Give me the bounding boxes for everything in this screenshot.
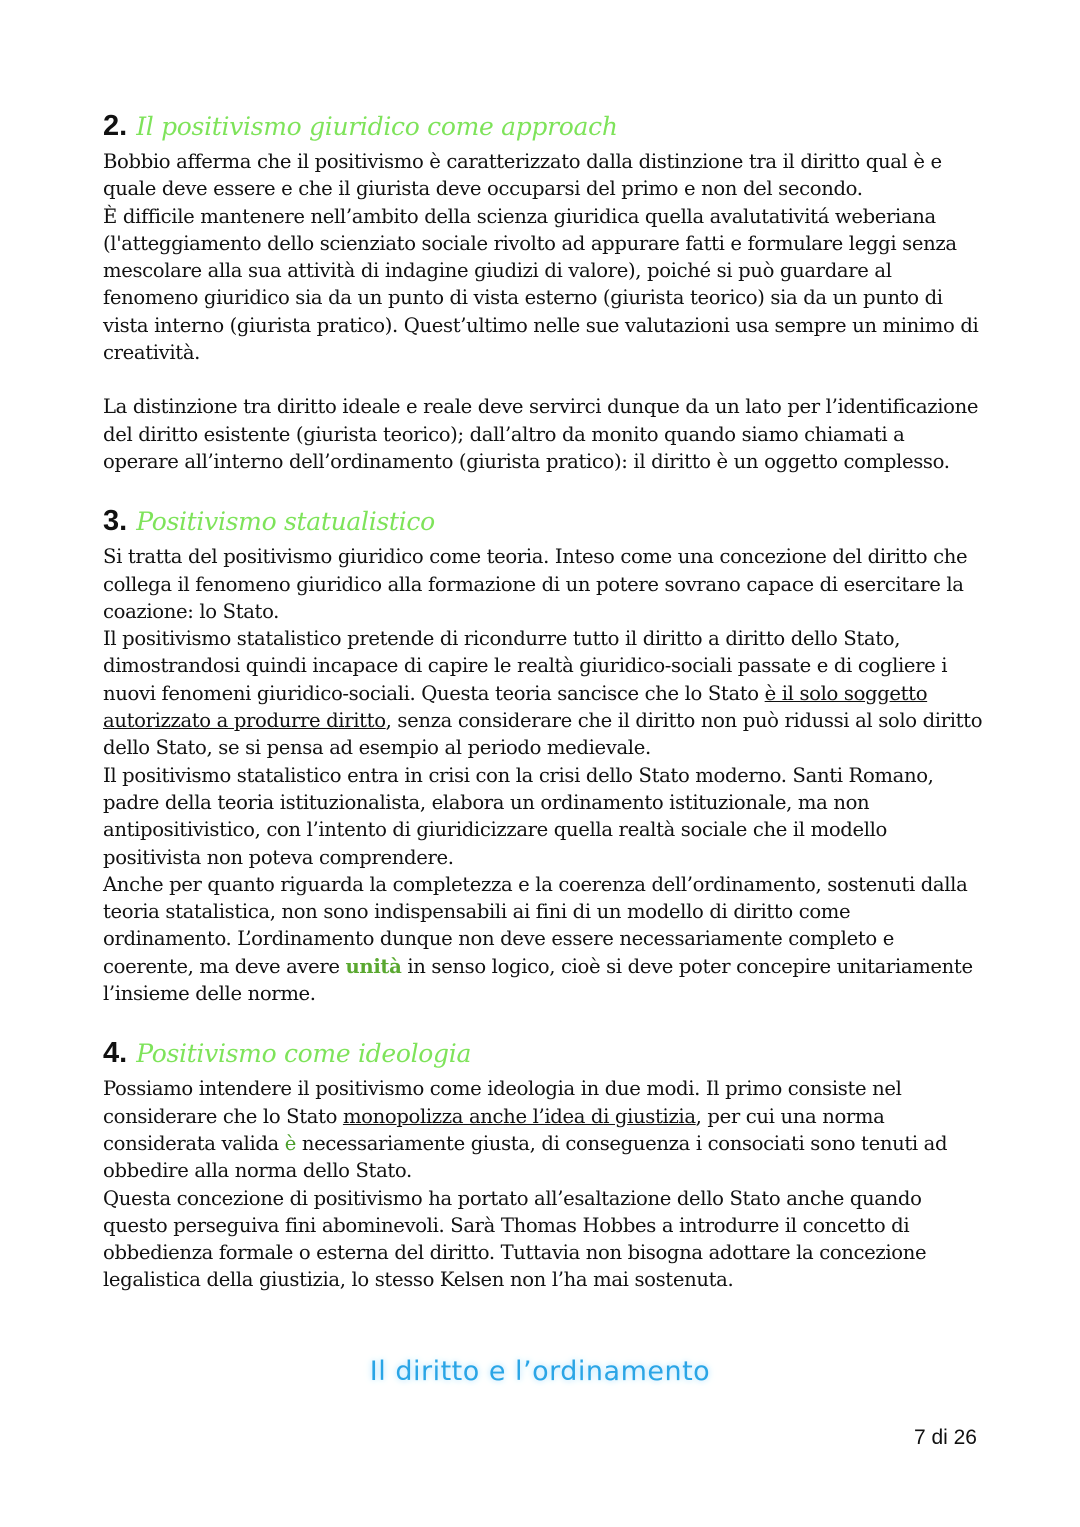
paragraph xyxy=(103,871,983,1007)
paragraph: Questa concezione di positivismo ha portato all’esaltazione dello Stato anche quando questo perseguiva fini abominevoli. Sarà Thomas Hobbes a introdurre il concetto di obbedienza formale o esterna del diritto. Tuttavia non bisogna adottare la concezione legalistica della giustizia, lo stesso Kelsen non l’ha mai sostenuta. xyxy=(103,1186,927,1292)
section-title: Il positivismo giuridico come approach xyxy=(136,112,618,141)
paragraph-text: , per cui una norma considerata valida xyxy=(103,1104,885,1155)
paragraph-text: Anche per quanto riguarda la completezza e la coerenza dell’ordinamento, sostenuti dalla teoria statalistica, non sono indispensabili ai fini di un modello di diritto come ordinamento. L’ordinamento dunque non deve essere necessariamente completo e coerente, ma deve avere xyxy=(103,872,968,978)
section-title: Positivismo statualistico xyxy=(136,507,435,537)
section-heading xyxy=(103,505,983,539)
underlined-text: è il solo soggetto autorizzato a produrre diritto xyxy=(103,681,928,733)
section-3 xyxy=(103,505,983,1007)
highlighted-term: unità xyxy=(345,954,402,978)
paragraph xyxy=(103,625,983,761)
paragraph xyxy=(103,1075,983,1184)
section-title: Positivismo come ideologia xyxy=(136,1039,472,1069)
section-number: 2. xyxy=(103,110,128,142)
page-number: 7 di 26 xyxy=(913,1426,977,1449)
paragraph-text: Il positivismo statalistico pretende di ricondurre tutto il diritto a diritto dello Stato, dimostrandosi quindi incapace di capire le realtà giuridico-sociali passate e di cogliere i nuovi fenomeni giuridico-sociali. Questa teoria sancisce che lo Stato xyxy=(103,627,948,705)
paragraph-text: Possiamo intendere il positivismo come ideologia in due modi. Il primo consiste nel considerare che lo Stato xyxy=(103,1077,902,1128)
section-heading xyxy=(103,110,983,144)
section-number: 4. xyxy=(103,1037,128,1070)
paragraph: Bobbio afferma che il positivismo è caratterizzato dalla distinzione tra il diritto qual è e quale deve essere e che il giurista deve occuparsi del primo e non del secondo. xyxy=(103,150,942,201)
paragraph-text: in senso logico, cioè si deve poter concepire unitariamente l’insieme delle norme. xyxy=(103,954,973,1006)
underlined-text: monopolizza anche l’idea di giustizia xyxy=(342,1104,696,1128)
next-chapter-title: Il diritto e l’ordinamento xyxy=(369,1356,711,1387)
paragraph-text: necessariamente giusta, di conseguenza i consociati sono tenuti ad obbedire alla norma dello Stato. xyxy=(103,1131,948,1183)
paragraph: Il positivismo statalistico entra in crisi con la crisi dello Stato moderno. Santi Romano, padre della teoria istituzionalista, elabora un ordinamento istituzionale, ma non antipositivistico, con l’intento di giuridicizzare quella realtà sociale che il modello positivista non poteva comprendere. xyxy=(103,763,934,869)
section-number: 3. xyxy=(103,505,128,538)
document-page xyxy=(103,110,983,1294)
paragraph: È difficile mantenere nell’ambito della scienza giuridica quella avalutativitá weberiana (l'atteggiamento dello scienziato sociale rivolto ad appurare fatti e formulare leggi senza mescolare alla sua attività di indagine giudizi di valore), poiché si può guardare al fenomeno giuridico sia da un punto di vista esterno (giurista teorico) sia da un punto di vista interno (giurista pratico). Quest’ultimo nelle sue valutazioni usa sempre un minimo di creatività. xyxy=(103,204,979,365)
paragraph: Si tratta del positivismo giuridico come teoria. Inteso come una concezione del diritto che collega il fenomeno giuridico alla formazione di un potere sovrano capace di esercitare la coazione: lo Stato. xyxy=(103,545,968,623)
section-heading xyxy=(103,1037,983,1071)
highlighted-term: è xyxy=(284,1131,297,1155)
section-2 xyxy=(103,110,983,475)
section-4 xyxy=(103,1037,983,1293)
paragraph: La distinzione tra diritto ideale e reale deve servirci dunque da un lato per l’identificazione del diritto esistente (giurista teorico); dall’altro da monito quando siamo chiamati a operare all’interno dell’ordinamento (giurista pratico): il diritto è un oggetto complesso. xyxy=(103,395,979,473)
paragraph-text: , senza considerare che il diritto non può ridussi al solo diritto dello Stato, se si pensa ad esempio al periodo medievale. xyxy=(103,709,983,760)
